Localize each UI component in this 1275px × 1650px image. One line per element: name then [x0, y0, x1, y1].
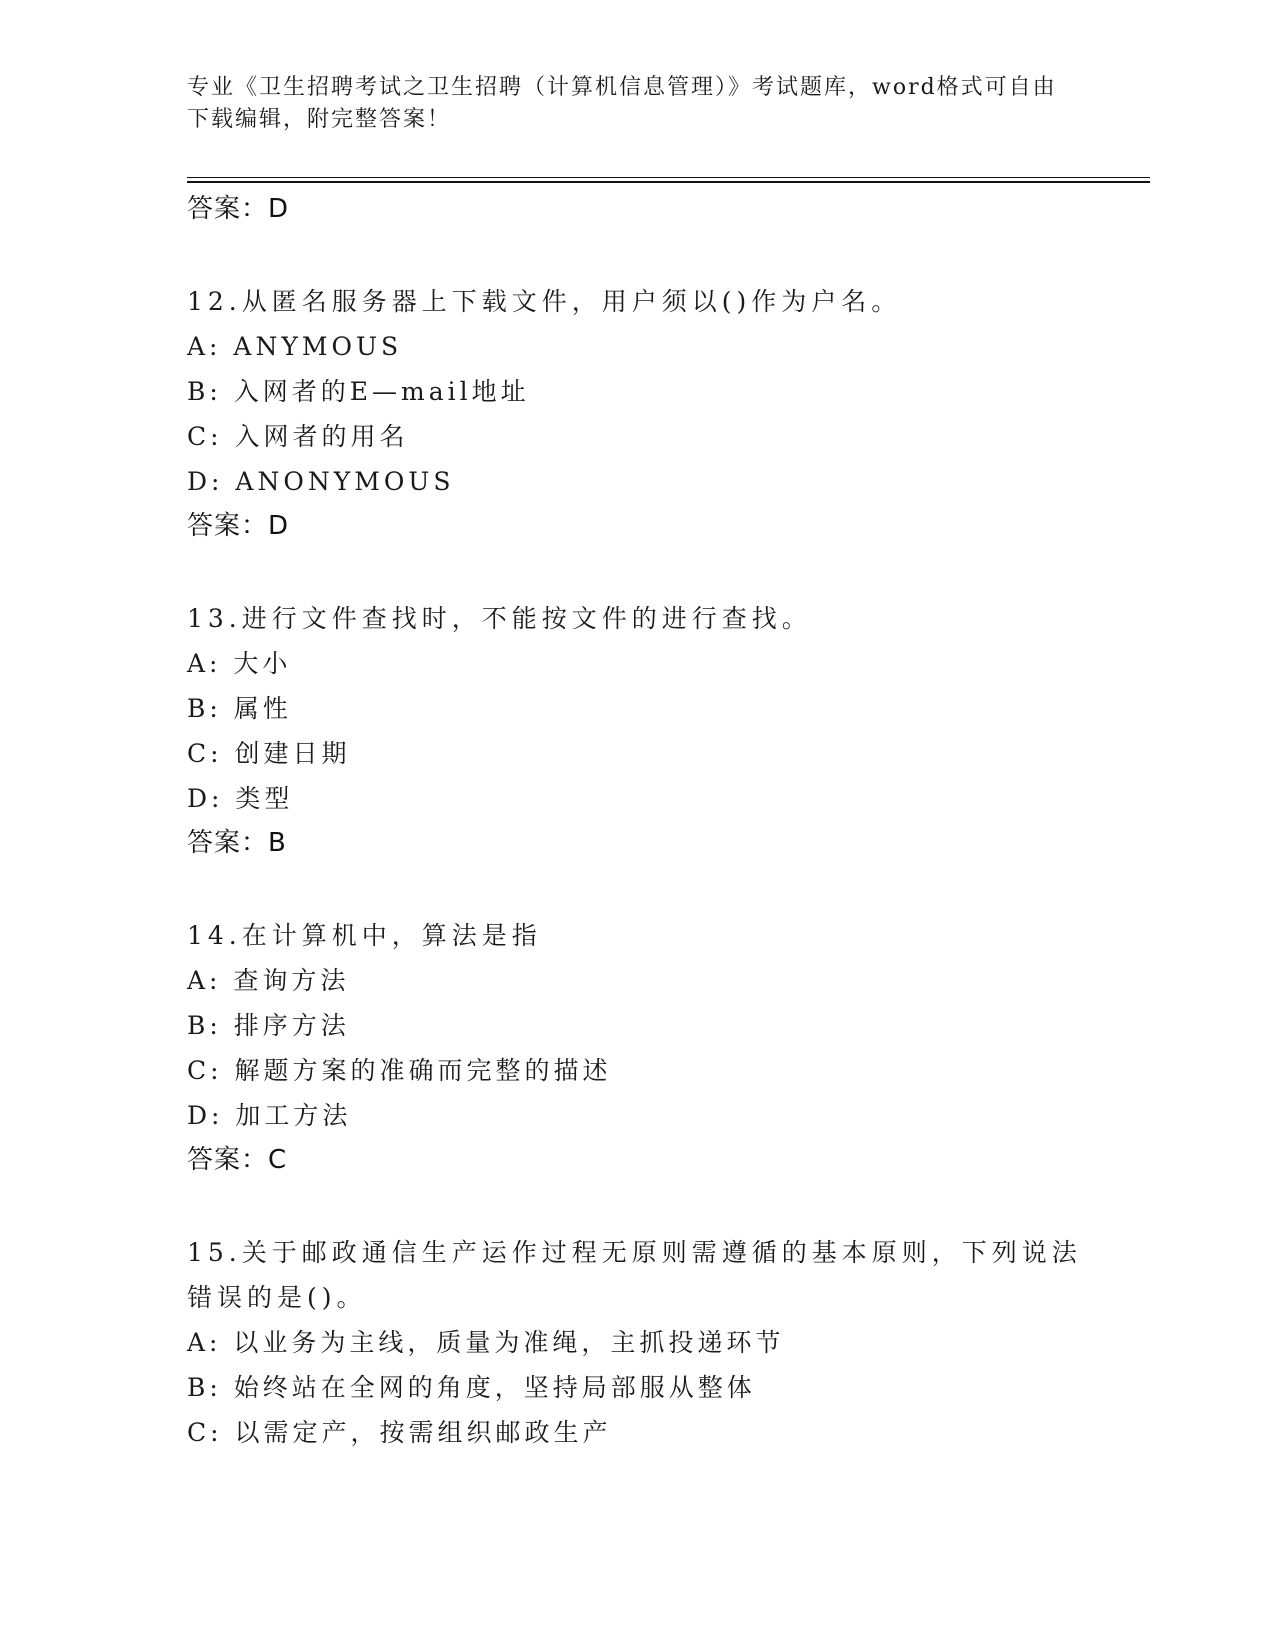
question-stem: 14.在计算机中，算法是指 — [187, 921, 542, 950]
answer-line: 答案：C — [187, 1145, 288, 1175]
option-d: D: 加工方法 — [187, 1101, 352, 1130]
option-b: B: 属性 — [187, 694, 292, 723]
option-c: C: 解题方案的准确而完整的描述 — [187, 1056, 612, 1085]
question-item — [187, 596, 1087, 866]
option-d: D: ANONYMOUS — [187, 467, 455, 496]
page-header: 专业《卫生招聘考试之卫生招聘（计算机信息管理）》考试题库，word格式可自由下载编辑，附完整答案！ — [187, 75, 1057, 132]
answer-line: 答案：D — [187, 194, 290, 224]
option-d: D: 类型 — [187, 784, 294, 813]
answer-line: 答案：D — [187, 511, 290, 541]
question-stem: 12.从匿名服务器上下载文件，用户须以()作为户名。 — [187, 287, 902, 316]
question-stem: 15.关于邮政通信生产运作过程无原则需遵循的基本原则，下列说法错误的是()。 — [187, 1238, 1082, 1312]
option-b: B: 入网者的E—mail地址 — [187, 377, 530, 406]
question-stem: 13.进行文件查找时，不能按文件的进行查找。 — [187, 604, 812, 633]
option-c: C: 创建日期 — [187, 739, 351, 768]
question-list — [187, 187, 1087, 1455]
option-c: C: 以需定产，按需组织邮政生产 — [187, 1418, 612, 1447]
option-a: A: 以业务为主线，质量为准绳，主抓投递环节 — [187, 1328, 785, 1357]
answer-line: 答案：B — [187, 828, 287, 858]
question-item — [187, 1230, 1087, 1455]
option-c: C: 入网者的用名 — [187, 422, 409, 451]
question-item — [187, 913, 1087, 1183]
header-divider-thick — [187, 181, 1150, 183]
option-a: A: 大小 — [187, 649, 292, 678]
question-item — [187, 279, 1087, 549]
option-b: B: 始终站在全网的角度，坚持局部服从整体 — [187, 1373, 756, 1402]
header-divider — [187, 177, 1150, 178]
option-b: B: 排序方法 — [187, 1011, 350, 1040]
option-a: A: 查询方法 — [187, 966, 350, 995]
option-a: A: ANYMOUS — [187, 332, 403, 361]
